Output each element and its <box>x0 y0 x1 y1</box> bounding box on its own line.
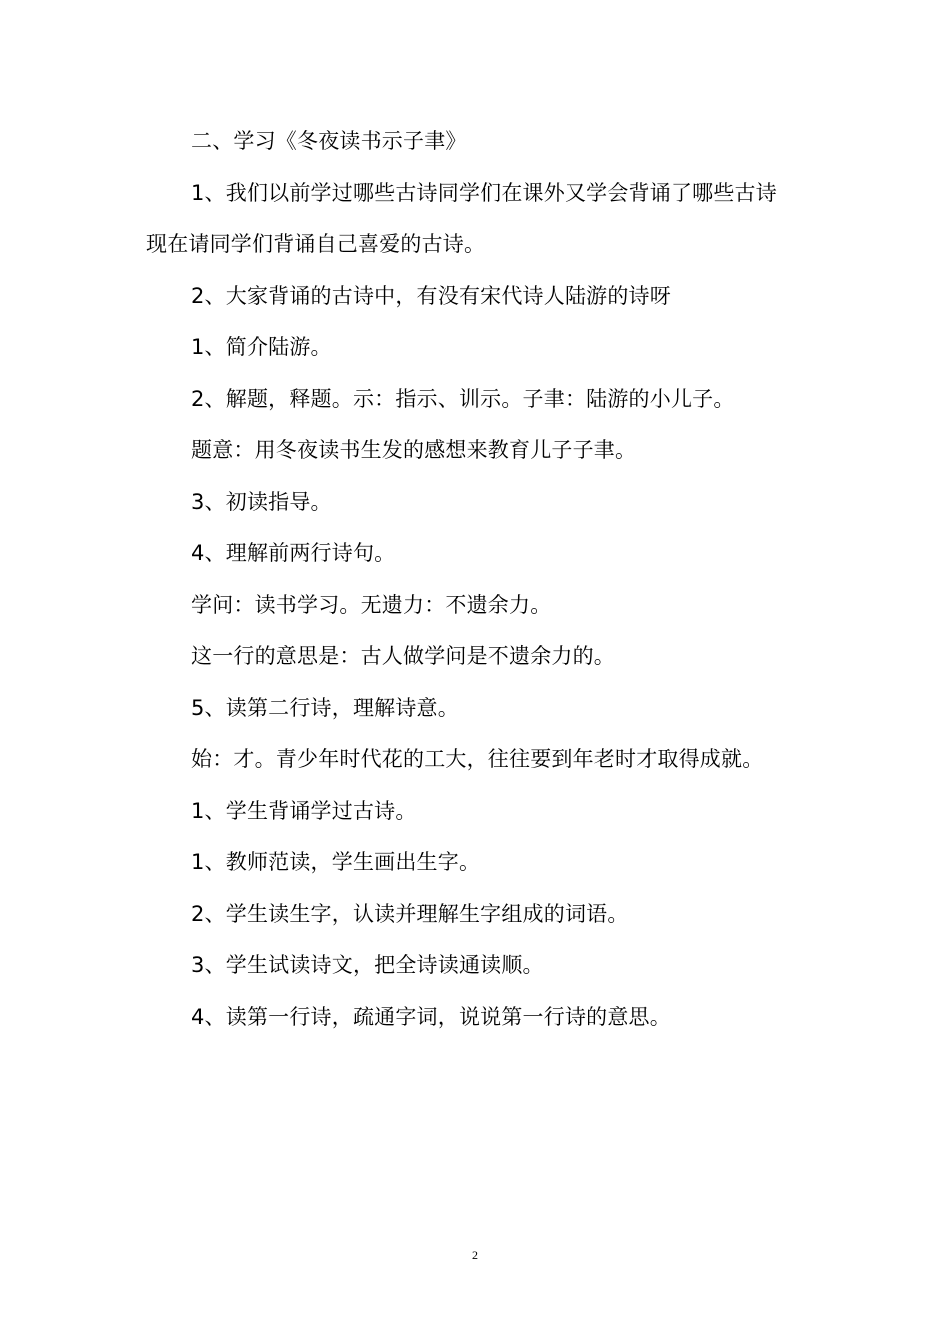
paragraph-line: 1、教师范读，学生画出生字。 <box>191 850 481 874</box>
paragraph-line: 题意：用冬夜读书生发的感想来教育儿子子聿。 <box>191 438 637 462</box>
paragraph-line: 2、解题，释题。示：指示、训示。子聿：陆游的小儿子。 <box>191 386 735 411</box>
paragraph-line: 2、大家背诵的古诗中，有没有宋代诗人陆游的诗呀 <box>191 283 671 308</box>
paragraph-line: 始：才。青少年时代花的工大，往往要到年老时才取得成就。 <box>191 747 764 771</box>
page-number: 2 <box>472 1248 478 1262</box>
paragraph-line: 1、简介陆游。 <box>191 335 332 359</box>
section-heading: 二、学习《冬夜读书示子聿》 <box>191 129 467 153</box>
paragraph-line: 现在请同学们背诵自己喜爱的古诗。 <box>146 232 486 256</box>
paragraph-line: 2、学生读生字，认读并理解生字组成的词语。 <box>191 901 629 926</box>
paragraph-line: 学问：读书学习。无遗力：不遗余力。 <box>191 592 552 617</box>
paragraph-line: 1、我们以前学过哪些古诗同学们在课外又学会背诵了哪些古诗 <box>191 180 777 205</box>
paragraph-line: 3、学生试读诗文，把全诗读通读顺。 <box>191 953 544 977</box>
paragraph-line: 4、读第一行诗，疏通字词，说说第一行诗的意思。 <box>191 1004 671 1029</box>
paragraph-line: 5、读第二行诗，理解诗意。 <box>191 695 459 720</box>
paragraph-line: 这一行的意思是：古人做学问是不遗余力的。 <box>191 644 615 668</box>
document-body <box>146 116 816 1043</box>
paragraph-line: 1、学生背诵学过古诗。 <box>191 798 417 823</box>
paragraph-line: 3、初读指导。 <box>191 489 332 514</box>
paragraph-line: 4、理解前两行诗句。 <box>191 541 396 565</box>
